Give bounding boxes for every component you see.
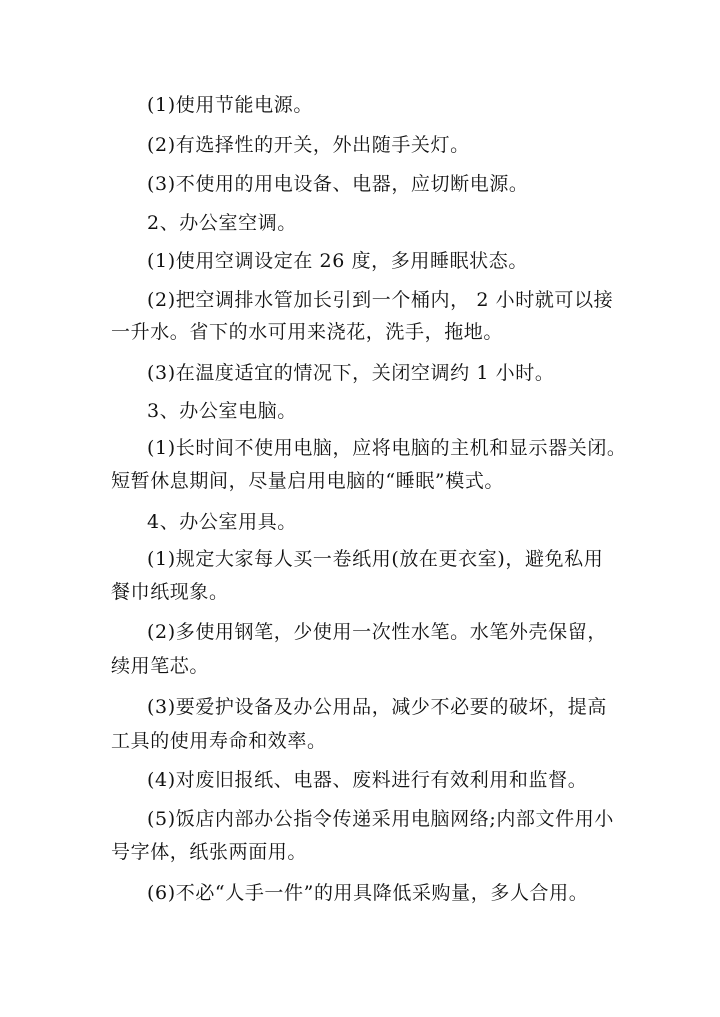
- paragraph-line: (5)饭店内部办公指令传递采用电脑网络;内部文件用小: [147, 808, 614, 830]
- paragraph-line-continuation: 短暂休息期间，尽量启用电脑的“睡眠”模式。: [111, 470, 505, 492]
- paragraph-line: (3)在温度适宜的情况下，关闭空调约 1 小时。: [147, 362, 555, 384]
- paragraph-line: (2)多使用钢笔，少使用一次性水笔。水笔外壳保留，: [147, 621, 607, 643]
- paragraph-line: (1)规定大家每人买一卷纸用(放在更衣室)，避免私用: [147, 548, 604, 570]
- paragraph-line-continuation: 餐巾纸现象。: [111, 581, 229, 603]
- section-heading: 3、办公室电脑。: [147, 400, 297, 422]
- paragraph-line: (1)使用空调设定在 26 度，多用睡眠状态。: [147, 250, 528, 272]
- paragraph-line-continuation: 续用笔芯。: [111, 655, 210, 677]
- paragraph-line-continuation: 工具的使用寿命和效率。: [111, 730, 327, 752]
- paragraph-line: (6)不必“人手一件”的用具降低采购量，多人合用。: [147, 882, 589, 904]
- paragraph-line: (1)使用节能电源。: [147, 94, 313, 116]
- section-heading: 4、办公室用具。: [147, 511, 297, 533]
- paragraph-line-continuation: 号字体，纸张两面用。: [111, 841, 308, 863]
- paragraph-line: (3)不使用的用电设备、电器，应切断电源。: [147, 173, 529, 195]
- paragraph-line: (2)把空调排水管加长引到一个桶内， 2 小时就可以接: [147, 289, 614, 311]
- section-heading: 2、办公室空调。: [147, 212, 297, 234]
- paragraph-line-continuation: 一升水。省下的水可用来浇花，洗手，拖地。: [111, 321, 504, 343]
- paragraph-line: (1)长时间不使用电脑，应将电脑的主机和显示器关闭。: [147, 437, 627, 459]
- paragraph-line: (2)有选择性的开关，外出随手关灯。: [147, 134, 470, 156]
- paragraph-line: (4)对废旧报纸、电器、废料进行有效利用和监督。: [147, 769, 588, 791]
- paragraph-line: (3)要爱护设备及办公用品，减少不必要的破坏，提高: [147, 696, 607, 718]
